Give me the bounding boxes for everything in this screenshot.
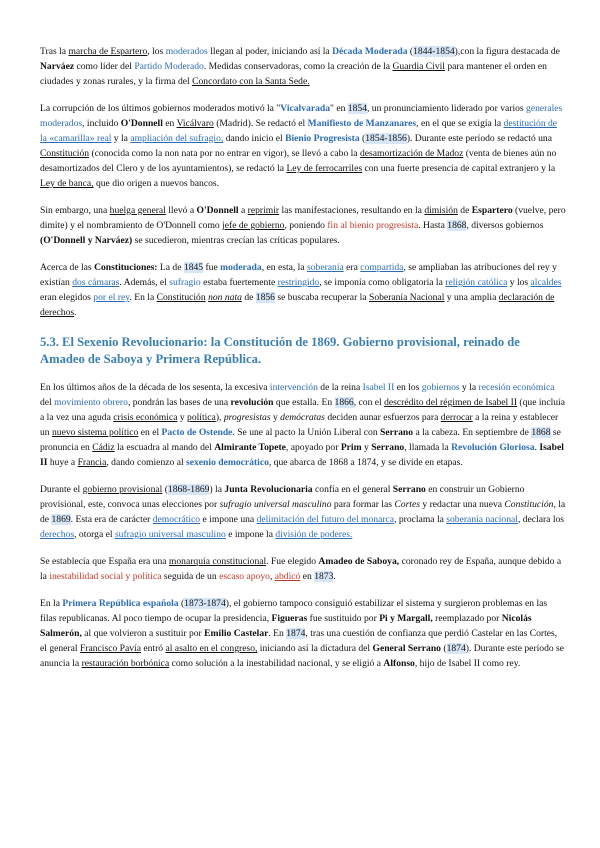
text-run: Constitución: [40, 148, 90, 159]
text-run: seguida de un: [161, 571, 220, 582]
text-run: 1868: [531, 427, 551, 438]
text-run: . En la: [129, 292, 157, 303]
text-run: deciden aunar esfuerzos para: [324, 412, 441, 423]
text-run: soberanía nacional: [446, 514, 518, 525]
text-run: Junta Revolucionaria: [224, 484, 313, 495]
text-run: , en esta, la: [261, 262, 307, 273]
text-run: . Hasta: [418, 220, 448, 231]
text-run: (conocida como la non nata por no entrar en vigor), se llevó a cabo la: [89, 148, 360, 159]
paragraph-huelga-general: [40, 203, 566, 248]
text-run: 1866: [334, 397, 354, 408]
text-run: dimisión: [424, 205, 458, 216]
text-run: e impone la: [225, 529, 276, 540]
text-run: huye a: [47, 457, 78, 468]
text-run: (vuelve, pero dimite) y el nombramiento de O'Donnell como: [40, 205, 566, 231]
text-run: reprimir: [247, 205, 280, 216]
text-run: iniciando así la dictadura del: [257, 643, 373, 654]
text-run: Primera República española: [62, 598, 179, 609]
text-run: inestabilidad social y política: [49, 571, 162, 582]
text-run: confía en el general: [312, 484, 393, 495]
text-run: .: [534, 442, 540, 453]
text-run: huelga general: [109, 205, 166, 216]
text-run: (: [162, 484, 168, 495]
paragraph-amadeo: [40, 554, 566, 584]
text-run: . Fue elegido: [266, 556, 319, 567]
text-run: restauración borbónica: [81, 658, 170, 669]
text-run: Constituciones:: [94, 262, 158, 273]
text-run: Ley de banca,: [40, 178, 94, 189]
text-run: descrédito del régimen de Isabel II: [384, 397, 518, 408]
text-run: al que volvieron a sustituir por: [81, 628, 205, 639]
text-run: Serrano: [392, 484, 426, 495]
text-run: , los: [147, 46, 166, 57]
text-run: se buscaba recuperar la: [274, 292, 369, 303]
text-run: 1868: [447, 220, 467, 231]
text-run: del: [40, 397, 55, 408]
text-run: restringido: [277, 277, 320, 288]
text-run: La de: [157, 262, 184, 273]
text-run: General Serrano: [372, 643, 441, 654]
text-run: e impone una: [200, 514, 257, 525]
text-run: Constitución: [504, 499, 554, 510]
text-run: Cortes: [394, 499, 420, 510]
text-run: La corrupción de los últimos gobiernos moderados motivó la ": [40, 103, 281, 114]
text-run: (: [407, 46, 414, 57]
text-run: sufragio universal masculino: [219, 499, 332, 510]
text-run: Durante el: [40, 484, 83, 495]
text-run: , se ampliaban las atribuciones del rey y existían: [40, 262, 557, 288]
text-run: , que abarca de 1868 a 1874, y se divide en etapas.: [268, 457, 463, 468]
text-run: .: [333, 571, 336, 582]
text-run: marcha de Espartero: [68, 46, 148, 57]
text-run: Amadeo de Saboya,: [318, 556, 400, 567]
text-run: , se imponía como obligatoria la: [319, 277, 446, 288]
text-run: (O'Donnell y Narváez): [40, 235, 133, 246]
text-run: y: [270, 412, 281, 423]
text-run: moderada: [220, 262, 262, 273]
text-run: gobierno provisional: [82, 484, 163, 495]
text-run: alcaldes: [530, 277, 562, 288]
text-run: (que incluía a la vez una aguda: [40, 397, 565, 423]
text-run: Ley de ferrocarriles: [286, 163, 363, 174]
text-run: y la: [459, 382, 479, 393]
text-run: Soberanía Nacional: [369, 292, 445, 303]
text-run: Década Moderada: [332, 46, 408, 57]
paragraph-constituciones: [40, 260, 566, 320]
text-run: (: [359, 133, 366, 144]
text-run: Francisco Pavía: [79, 643, 141, 654]
text-run: fue: [203, 262, 221, 273]
text-run: jefe de gobierno: [222, 220, 285, 231]
text-run: como solución a la inestabilidad nacional, y se eligió a: [169, 658, 384, 669]
text-run: 1854-1856: [365, 133, 407, 144]
text-run: non nata: [208, 292, 242, 303]
text-run: de: [241, 292, 256, 303]
text-run: En los últimos años de la década de los sesenta, la excesiva: [40, 382, 270, 393]
text-run: revolución: [230, 397, 274, 408]
text-run: de: [457, 205, 472, 216]
text-run: . Además, el: [119, 277, 170, 288]
text-run: en construir un Gobierno provisional, este, convoca unas elecciones por: [40, 484, 525, 510]
text-run: Tras la: [40, 46, 69, 57]
text-run: , declara los: [517, 514, 565, 525]
text-run: Concordato con la Santa Sede.: [192, 76, 310, 87]
text-run: nuevo sistema político: [52, 427, 139, 438]
text-run: 1856: [255, 292, 275, 303]
text-run: derrocar: [440, 412, 473, 423]
text-run: Acerca de las: [40, 262, 95, 273]
text-run: división de poderes.: [275, 529, 353, 540]
text-run: en: [162, 118, 177, 129]
text-run: 1868-1869: [167, 484, 210, 495]
text-run: abdicó: [274, 571, 301, 582]
text-run: , poniendo: [284, 220, 328, 231]
text-run: Vicalvarada: [280, 103, 331, 114]
text-run: , proclama la: [394, 514, 447, 525]
text-run: demócratas: [280, 412, 325, 423]
text-run: destitución de la «camarilla» real: [40, 118, 558, 144]
text-run: Cádiz: [92, 442, 115, 453]
text-run: al asalto en el congreso,: [165, 643, 258, 654]
text-run: , incluido: [82, 118, 121, 129]
text-run: religión católica: [445, 277, 508, 288]
text-run: 1845: [183, 262, 204, 273]
text-run: ). Durante este período se redactó una: [406, 133, 552, 144]
text-run: declaración de derechos: [40, 292, 555, 318]
text-run: desamortización de Madoz: [359, 148, 464, 159]
text-run: Alfonso: [383, 658, 415, 669]
text-run: , en el que se exigía la: [416, 118, 504, 129]
text-run: Nicolás Salmerón,: [40, 613, 532, 639]
text-run: ), el gobierno tampoco consiguió estabilizar el sistema y surgieron problemas en las filas republicanas. Al poco tiempo de ocupar la presidencia,: [40, 598, 548, 624]
text-run: a la cabeza. En septiembre de: [413, 427, 532, 438]
text-run: En la: [40, 598, 63, 609]
text-run: (Madrid). Se redactó el: [213, 118, 308, 129]
text-run: Serrano: [380, 427, 414, 438]
text-run: " en: [330, 103, 348, 114]
text-run: 1844-1854: [413, 46, 455, 57]
text-run: en el: [138, 427, 162, 438]
text-run: O'Donnell: [120, 118, 163, 129]
text-run: Partido Moderado: [134, 61, 204, 72]
text-run: dando inicio el: [223, 133, 286, 144]
text-run: Francia: [77, 457, 107, 468]
text-run: a la reina y establecer un: [40, 412, 559, 438]
text-run: O'Donnell: [196, 205, 239, 216]
text-run: 1873: [314, 571, 334, 582]
text-run: 1869: [51, 514, 71, 525]
text-run: Serrano: [371, 442, 405, 453]
text-run: ),: [215, 412, 224, 423]
text-run: eran elegidos: [40, 292, 94, 303]
paragraph-primera-republica: [40, 596, 566, 671]
text-run: ). Durante este período se anuncia la: [40, 643, 565, 669]
text-run: (: [440, 643, 447, 654]
text-run: llevó a: [165, 205, 197, 216]
text-run: Vicálvaro: [176, 118, 214, 129]
text-run: generales moderados: [40, 103, 563, 129]
text-run: crisis económica: [113, 412, 178, 423]
paragraph-vicalvarada: [40, 101, 566, 191]
text-run: movimiento obrero: [54, 397, 128, 408]
text-run: . Medidas conservadoras, como la creación de la: [203, 61, 393, 72]
text-run: reemplazado por: [432, 613, 502, 624]
text-run: Prim: [340, 442, 362, 453]
text-run: ) la: [209, 484, 225, 495]
text-run: 1874: [286, 628, 306, 639]
paragraph-sexenio-intro: [40, 380, 566, 470]
text-run: como líder del: [74, 61, 135, 72]
text-run: moderados: [165, 46, 208, 57]
text-run: coronado rey de España, aunque debido a la: [40, 556, 562, 582]
text-run: en: [300, 571, 315, 582]
text-run: de la reina: [317, 382, 363, 393]
text-run: Isabel II: [362, 382, 395, 393]
text-run: sufragio: [169, 277, 201, 288]
text-run: .: [74, 307, 77, 318]
text-run: Sin embargo, una: [40, 205, 110, 216]
text-run: Narváez: [40, 61, 75, 72]
text-run: Espartero: [471, 205, 513, 216]
text-run: , un pronunciamiento liderado por varios: [366, 103, 527, 114]
text-run: Emilio Castelar: [204, 628, 269, 639]
text-run: para mantener el orden en ciudades y zonas rurales, y la firma del: [40, 61, 547, 87]
text-run: 1873-1874: [184, 598, 226, 609]
text-run: por el rey: [93, 292, 130, 303]
text-run: soberanía: [307, 262, 344, 273]
text-run: Guardia Civil: [392, 61, 445, 72]
text-run: sexenio democrático: [186, 457, 269, 468]
text-run: sufragio universal masculino: [114, 529, 226, 540]
text-run: compartida: [360, 262, 404, 273]
text-run: ),con la figura destacada de: [454, 46, 560, 57]
text-run: Bienio Progresista: [285, 133, 360, 144]
text-run: 1874: [446, 643, 466, 654]
text-run: fin al bienio progresista: [327, 220, 419, 231]
text-run: , tras una cuestión de confianza que perdió Castelar en las Cortes, el general: [40, 628, 558, 654]
text-run: política: [187, 412, 216, 423]
text-run: dos cámaras: [72, 277, 120, 288]
text-run: , con el: [353, 397, 385, 408]
text-run: y: [177, 412, 188, 423]
text-run: que estalla. En: [273, 397, 335, 408]
text-run: y los: [507, 277, 531, 288]
text-run: se sucedieron, mientras crecían las críticas populares.: [132, 235, 340, 246]
text-run: recesión económica: [478, 382, 555, 393]
text-run: y una amplia: [444, 292, 499, 303]
section-heading: 5.3. El Sexenio Revolucionario: la Constitución de 1869. Gobierno provisional, reinado de Amadeo de Saboya y Primera República.: [40, 335, 520, 366]
text-run: , pondrán las bases de una: [127, 397, 231, 408]
text-run: las manifestaciones, resultando en la: [279, 205, 425, 216]
text-run: , la de: [40, 499, 566, 525]
text-run: Manifiesto de Manzanares: [307, 118, 417, 129]
text-run: y: [361, 442, 372, 453]
text-run: fue sustituido por: [307, 613, 380, 624]
text-run: Pi y Margall,: [379, 613, 433, 624]
text-run: Se establecía que España era una: [40, 556, 169, 567]
text-run: . En: [268, 628, 287, 639]
text-run: ampliación del sufragio,: [130, 133, 224, 144]
text-run: 1854: [347, 103, 367, 114]
text-run: ,: [269, 571, 275, 582]
text-run: con una fuerte presencia de capital extranjero y la: [362, 163, 556, 174]
text-run: la escuadra al mando del: [114, 442, 215, 453]
text-run: , hijo de Isabel II como rey.: [414, 658, 521, 669]
text-run: estaba fuertemente: [200, 277, 278, 288]
text-run: derechos: [40, 529, 75, 540]
text-run: escaso apoyo: [219, 571, 270, 582]
text-run: Almirante Topete: [214, 442, 286, 453]
text-run: (venta de bienes aún no desamortizados del Clero y de los ayuntamientos), se redactó la: [40, 148, 557, 174]
text-run: en los: [394, 382, 422, 393]
text-run: Pacto de Ostende: [161, 427, 233, 438]
text-run: Isabel II: [40, 442, 564, 468]
text-run: , dando comienzo al: [106, 457, 187, 468]
text-run: Revolución Gloriosa: [451, 442, 535, 453]
text-run: , llamada la: [404, 442, 452, 453]
text-run: democrático: [152, 514, 201, 525]
text-run: para formar las: [331, 499, 395, 510]
text-run: Figueras: [271, 613, 308, 624]
text-run: intervención: [269, 382, 318, 393]
text-run: y la: [111, 133, 131, 144]
text-run: monarquía constitucional: [168, 556, 267, 567]
text-run: , diversos gobiernos: [466, 220, 544, 231]
text-run: delimitación del futuro del monarca: [256, 514, 395, 525]
text-run: y redactar una nueva: [419, 499, 505, 510]
text-run: Constitución: [156, 292, 206, 303]
text-run: se pronuncia en: [40, 427, 561, 453]
text-run: a: [238, 205, 248, 216]
paragraph-gobierno-provisional: [40, 482, 566, 542]
text-run: . Esta era de carácter: [70, 514, 153, 525]
text-run: progresistas: [223, 412, 271, 423]
paragraph-decada-moderada: [40, 44, 566, 89]
text-run: gobiernos: [421, 382, 460, 393]
text-run: entró: [140, 643, 166, 654]
text-run: (: [178, 598, 185, 609]
document-page: [40, 44, 566, 683]
text-run: . Se une al pacto la Unión Liberal con: [232, 427, 381, 438]
text-run: , apoyado por: [285, 442, 341, 453]
text-run: llegan al poder, iniciando así la: [207, 46, 333, 57]
text-run: que dio origen a nuevos bancos.: [93, 178, 220, 189]
text-run: era: [343, 262, 361, 273]
text-run: , otorga el: [74, 529, 115, 540]
